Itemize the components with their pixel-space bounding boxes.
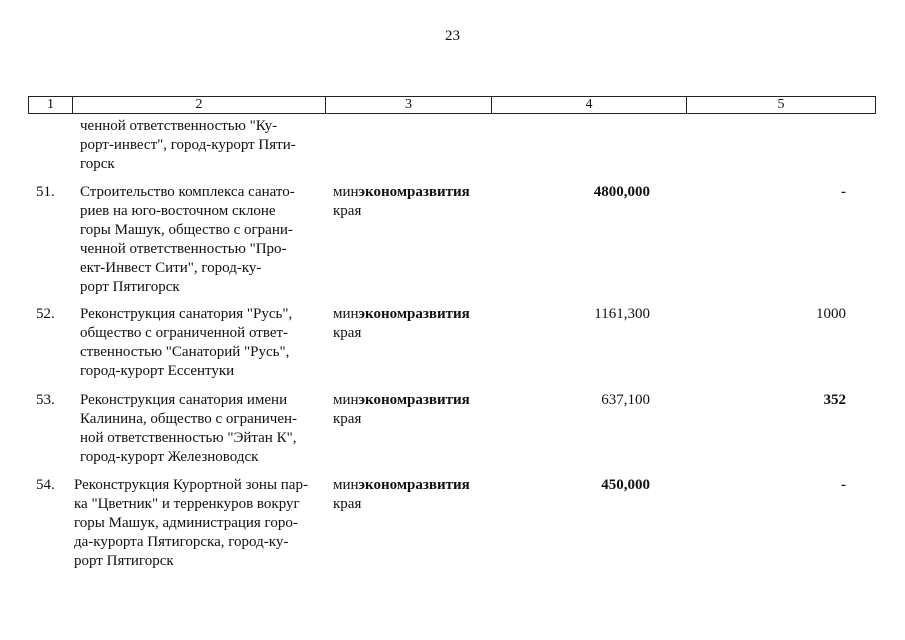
row-description — [80, 117, 325, 174]
header-col-5: 5 — [777, 97, 785, 112]
dept-prefix: мин — [333, 184, 359, 200]
row-col4-value: 450,000 — [601, 477, 650, 493]
row-col5-value: 352 — [823, 392, 846, 408]
row-department — [333, 183, 503, 221]
desc-line: горы Машук, администрация горо- — [74, 515, 298, 531]
dept-line2: края — [333, 411, 362, 427]
desc-line: ченной ответственностью "Про- — [80, 241, 287, 257]
desc-line: общество с ограниченной ответ- — [80, 325, 289, 341]
desc-line: риев на юго-восточном склоне — [80, 203, 276, 219]
dept-line2: края — [333, 203, 362, 219]
dept-prefix: мин — [333, 306, 359, 322]
row-department — [333, 305, 503, 343]
row-col5-value: 1000 — [816, 306, 846, 322]
dept-bold: экономразвития — [358, 184, 470, 200]
dept-prefix: мин — [333, 392, 359, 408]
desc-line: город-курорт Ессентуки — [80, 363, 235, 379]
dept-bold: экономразвития — [358, 477, 470, 493]
row-department — [333, 476, 503, 514]
dept-bold: экономразвития — [358, 392, 470, 408]
row-department — [333, 391, 503, 429]
desc-line: ченной ответственностью "Ку- — [80, 118, 278, 134]
dept-line2: края — [333, 496, 362, 512]
row-col4-value: 1161,300 — [594, 306, 650, 322]
row-col4-value: 637,100 — [601, 392, 650, 408]
row-number: 54. — [36, 477, 55, 493]
row-number: 53. — [36, 392, 55, 408]
header-col-3: 3 — [326, 97, 492, 113]
row-description — [74, 476, 319, 571]
row-description — [80, 183, 325, 297]
desc-line: ка "Цветник" и терренкуров вокруг — [74, 496, 300, 512]
desc-line: город-курорт Железноводск — [80, 449, 259, 465]
dept-prefix: мин — [333, 477, 359, 493]
dept-bold: экономразвития — [358, 306, 470, 322]
row-col4-value: 4800,000 — [593, 184, 650, 200]
desc-line: Калинина, общество с ограничен- — [80, 411, 298, 427]
desc-line: горск — [80, 156, 115, 172]
desc-line: Строительство комплекса санато- — [80, 184, 295, 200]
row-col5-value: - — [841, 477, 846, 493]
desc-line: рорт Пятигорск — [80, 279, 180, 295]
desc-line: ект-Инвест Сити", город-ку- — [80, 260, 262, 276]
header-col-1: 1 — [29, 97, 73, 113]
desc-line: ственностью "Санаторий "Русь", — [80, 344, 290, 360]
dept-line2: края — [333, 325, 362, 341]
row-col5-value: - — [841, 184, 846, 200]
desc-line: рорт-инвест", город-курорт Пяти- — [80, 137, 296, 153]
row-description — [80, 391, 325, 467]
desc-line: рорт Пятигорск — [74, 553, 174, 569]
desc-line: ной ответственностью "Эйтан К", — [80, 430, 297, 446]
row-description — [80, 305, 325, 381]
desc-line: Реконструкция Курортной зоны пар- — [74, 477, 308, 493]
table-header — [28, 96, 876, 114]
header-col-4: 4 — [492, 97, 687, 113]
desc-line: горы Машук, общество с ограни- — [80, 222, 293, 238]
page-number: 23 — [445, 28, 460, 44]
desc-line: Реконструкция санатория имени — [80, 392, 288, 408]
row-number: 52. — [36, 306, 55, 322]
desc-line: Реконструкция санатория "Русь", — [80, 306, 293, 322]
row-number: 51. — [36, 184, 55, 200]
desc-line: да-курорта Пятигорска, город-ку- — [74, 534, 289, 550]
header-col-2: 2 — [73, 97, 326, 113]
